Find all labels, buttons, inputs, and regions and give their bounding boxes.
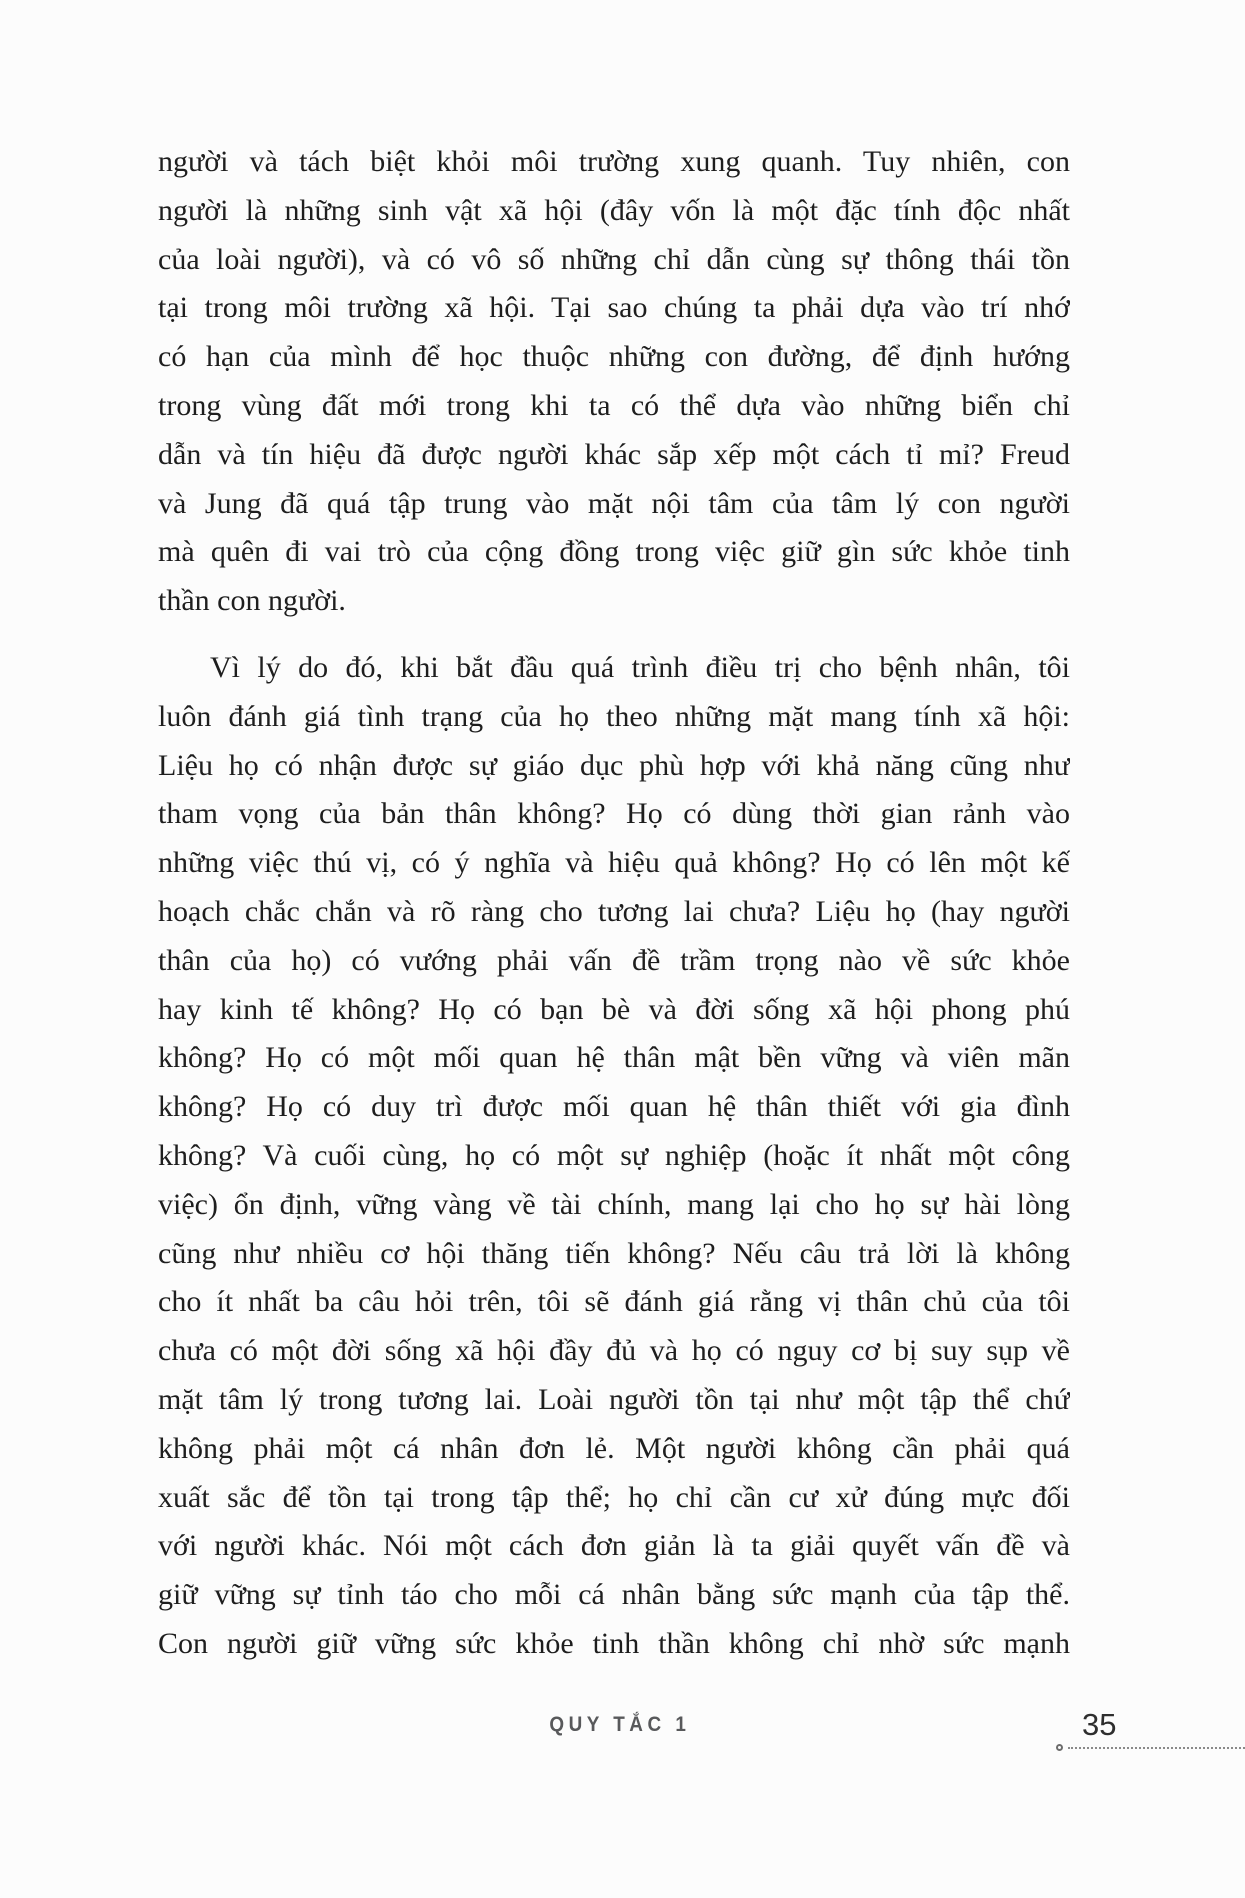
body-text-line: tham vọng của bản thân không? Họ có dùng thời gian rảnh vào	[158, 797, 1070, 831]
body-text-line: và Jung đã quá tập trung vào mặt nội tâm của tâm lý con người	[158, 486, 1070, 520]
body-text-line: xuất sắc để tồn tại trong tập thể; họ chỉ cần cư xử đúng mực đối	[158, 1480, 1070, 1514]
footer-ornament	[1056, 1743, 1245, 1755]
body-text-line: không phải một cá nhân đơn lẻ. Một người không cần phải quá	[158, 1431, 1070, 1465]
body-text-line: hoạch chắc chắn và rõ ràng cho tương lai chưa? Liệu họ (hay người	[158, 894, 1070, 928]
circle-ornament-icon	[1056, 1744, 1063, 1751]
body-text-line: dẫn và tín hiệu đã được người khác sắp xếp một cách tỉ mỉ? Freud	[158, 437, 1070, 471]
body-text-line: thần con người.	[158, 584, 346, 618]
body-text-line: cho ít nhất ba câu hỏi trên, tôi sẽ đánh giá rằng vị thân chủ của tôi	[158, 1285, 1070, 1319]
body-text-line: việc) ổn định, vững vàng về tài chính, mang lại cho họ sự hài lòng	[158, 1187, 1070, 1221]
body-text-line: không? Và cuối cùng, họ có một sự nghiệp (hoặc ít nhất một công	[158, 1138, 1070, 1172]
body-text-line: thân của họ) có vướng phải vấn đề trầm trọng nào về sức khỏe	[158, 943, 1070, 977]
body-text-line: không? Họ có duy trì được mối quan hệ thân thiết với gia đình	[158, 1090, 1070, 1124]
paragraph	[158, 138, 1070, 626]
page-text	[158, 138, 1070, 1669]
page-number: 35	[1082, 1707, 1117, 1742]
body-text-line: không? Họ có một mối quan hệ thân mật bền vững và viên mãn	[158, 1041, 1070, 1075]
body-text-line: giữ vững sự tỉnh táo cho mỗi cá nhân bằng sức mạnh của tập thể.	[158, 1578, 1070, 1612]
body-text-line: của loài người), và có vô số những chỉ dẫn cùng sự thông thái tồn	[158, 242, 1070, 276]
body-text-line: chưa có một đời sống xã hội đầy đủ và họ có nguy cơ bị suy sụp về	[158, 1334, 1070, 1368]
body-text-line: cũng như nhiều cơ hội thăng tiến không? Nếu câu trả lời là không	[158, 1236, 1070, 1270]
paragraph	[158, 644, 1070, 1669]
body-text-line: người và tách biệt khỏi môi trường xung quanh. Tuy nhiên, con	[158, 145, 1070, 178]
body-text-line: Vì lý do đó, khi bắt đầu quá trình điều trị cho bệnh nhân, tôi	[210, 650, 1070, 684]
body-text-line: mà quên đi vai trò của cộng đồng trong việc giữ gìn sức khỏe tinh	[158, 535, 1070, 569]
body-text-line: hay kinh tế không? Họ có bạn bè và đời sống xã hội phong phú	[158, 992, 1070, 1026]
body-text-line: tại trong môi trường xã hội. Tại sao chúng ta phải dựa vào trí nhớ	[158, 291, 1070, 325]
body-text-line: Liệu họ có nhận được sự giáo dục phù hợp với khả năng cũng như	[158, 748, 1070, 782]
body-text-line: Con người giữ vững sức khỏe tinh thần không chỉ nhờ sức mạnh	[158, 1626, 1070, 1660]
body-text-line: mặt tâm lý trong tương lai. Loài người tồn tại như một tập thể chứ	[158, 1382, 1070, 1416]
footer	[0, 1705, 1245, 1765]
body-text-line: trong vùng đất mới trong khi ta có thể dựa vào những biển chỉ	[158, 388, 1070, 422]
body-text-line: với người khác. Nói một cách đơn giản là ta giải quyết vấn đề và	[158, 1529, 1070, 1563]
body-text-line: luôn đánh giá tình trạng của họ theo những mặt mang tính xã hội:	[158, 699, 1070, 733]
running-footer-chapter-label: QUY TẮC 1	[548, 1713, 690, 1736]
body-text-line: người là những sinh vật xã hội (đây vốn là một đặc tính độc nhất	[158, 193, 1070, 227]
dotted-leader-line	[1068, 1747, 1245, 1749]
body-text-line: những việc thú vị, có ý nghĩa và hiệu quả không? Họ có lên một kế	[158, 846, 1070, 880]
body-text-line: có hạn của mình để học thuộc những con đường, để định hướng	[158, 340, 1070, 374]
